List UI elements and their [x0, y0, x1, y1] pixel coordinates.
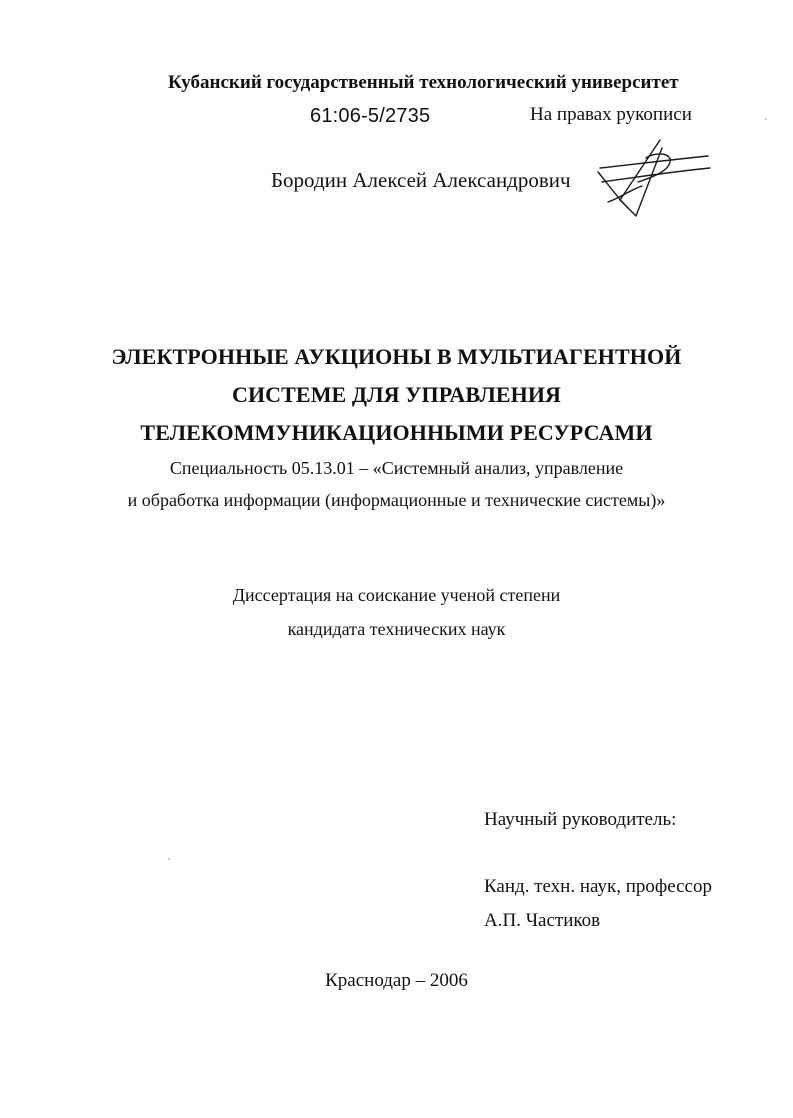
- supervisor-name: А.П. Частиков: [484, 910, 601, 931]
- university-name: Кубанский государственный технологический университет: [168, 72, 679, 93]
- manuscript-note: На правах рукописи: [530, 104, 692, 125]
- scan-speck: [765, 118, 767, 120]
- specialty-line: и обработка информации (информационные и технические системы)»: [127, 490, 666, 510]
- supervisor-heading: Научный руководитель:: [484, 809, 677, 830]
- supervisor-degree: Канд. техн. наук, профессор: [484, 876, 712, 897]
- author-signature: [590, 138, 720, 220]
- scan-speck: [168, 858, 170, 860]
- dissertation-title-line: СИСТЕМЕ ДЛЯ УПРАВЛЕНИЯ: [231, 382, 562, 407]
- author-name: Бородин Алексей Александрович: [271, 168, 571, 192]
- specialty-line: Специальность 05.13.01 – «Системный анализ, управление: [169, 458, 624, 478]
- city-year: Краснодар – 2006: [325, 970, 468, 991]
- degree-statement-line: Диссертация на соискание ученой степени: [232, 585, 561, 605]
- dissertation-title-line: ЭЛЕКТРОННЫЕ АУКЦИОНЫ В МУЛЬТИАГЕНТНОЙ: [111, 344, 682, 369]
- dissertation-title-line: ТЕЛЕКОММУНИКАЦИОННЫМИ РЕСУРСАМИ: [140, 420, 653, 445]
- archive-code: 61:06-5/2735: [310, 105, 431, 127]
- degree-statement-line: кандидата технических наук: [287, 619, 506, 639]
